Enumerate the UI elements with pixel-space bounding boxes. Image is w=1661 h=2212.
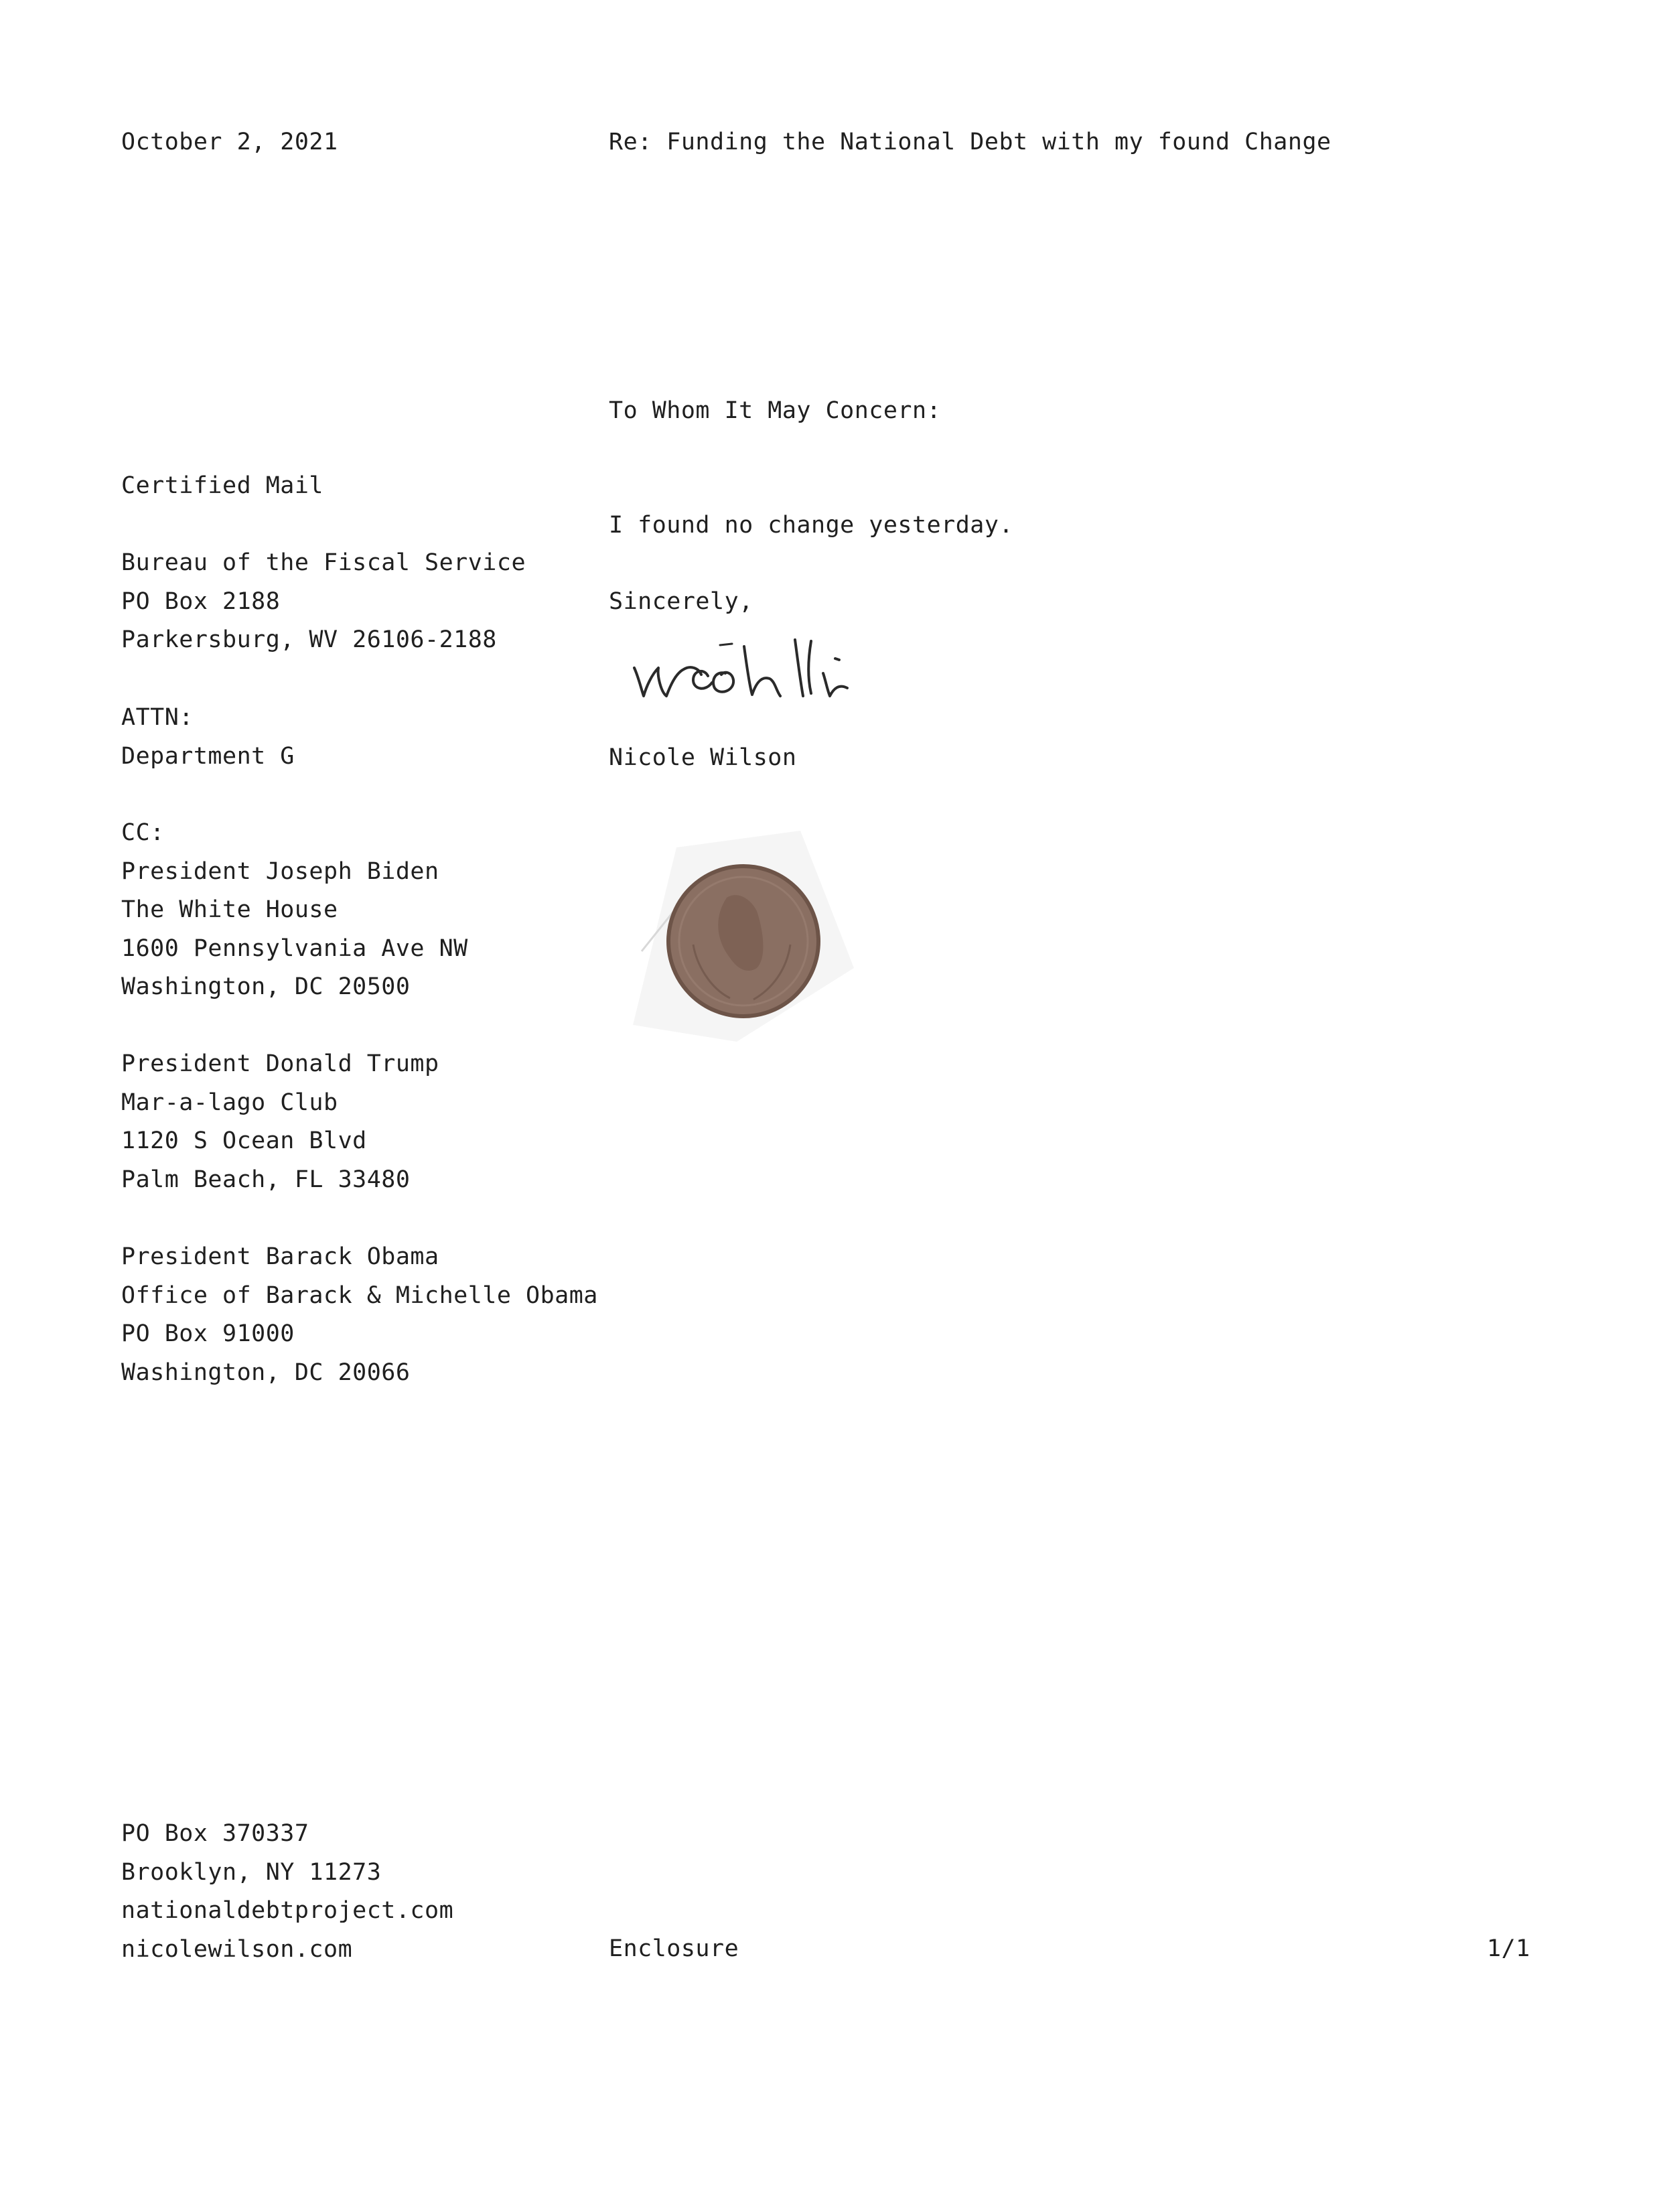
sender-line: nicolewilson.com — [121, 1935, 353, 1963]
cc-line: Washington, DC 20500 — [121, 973, 411, 1000]
cc-line: President Donald Trump — [121, 1050, 439, 1077]
enclosure-label: Enclosure — [609, 1935, 739, 1962]
attention-label: ATTN: — [121, 704, 194, 731]
sender-line: Brooklyn, NY 11273 — [121, 1858, 382, 1886]
letter-date: October 2, 2021 — [121, 129, 338, 155]
salutation: To Whom It May Concern: — [609, 397, 942, 424]
delivery-method: Certified Mail — [121, 472, 324, 499]
cc-block — [121, 814, 468, 1007]
recipient-address — [121, 544, 526, 660]
subject-line: Re: Funding the National Debt with my found Change — [609, 129, 1331, 155]
sender-line: PO Box 370337 — [121, 1820, 309, 1847]
cc-line: Washington, DC 20066 — [121, 1359, 411, 1386]
cc-line: Mar-a-lago Club — [121, 1089, 338, 1116]
recipient-line: Bureau of the Fiscal Service — [121, 549, 526, 576]
cc-recipient-trump — [121, 1045, 439, 1199]
recipient-line: Parkersburg, WV 26106-2188 — [121, 626, 497, 653]
cc-line: The White House — [121, 896, 338, 923]
cc-line: 1120 S Ocean Blvd — [121, 1127, 367, 1154]
sender-address — [121, 1815, 453, 1969]
cc-recipient-obama — [121, 1238, 598, 1392]
closing: Sincerely, — [609, 588, 753, 615]
page-number: 1/1 — [1487, 1935, 1530, 1962]
sender-line: nationaldebtproject.com — [121, 1897, 454, 1924]
recipient-line: PO Box 2188 — [121, 587, 281, 615]
cc-line: 1600 Pennsylvania Ave NW — [121, 935, 468, 962]
attention-department: Department G — [121, 742, 295, 770]
cc-label: CC: — [121, 819, 165, 846]
cc-line: President Joseph Biden — [121, 857, 439, 885]
cc-line: PO Box 91000 — [121, 1320, 295, 1347]
letter-body: I found no change yesterday. — [609, 512, 1014, 539]
signer-name: Nicole Wilson — [609, 744, 797, 771]
cc-line: President Barack Obama — [121, 1243, 439, 1270]
attention-block — [121, 699, 295, 776]
penny-coin-image — [630, 824, 857, 1045]
signature-image — [626, 626, 981, 707]
cc-line: Office of Barack & Michelle Obama — [121, 1282, 598, 1309]
cc-line: Palm Beach, FL 33480 — [121, 1166, 411, 1193]
